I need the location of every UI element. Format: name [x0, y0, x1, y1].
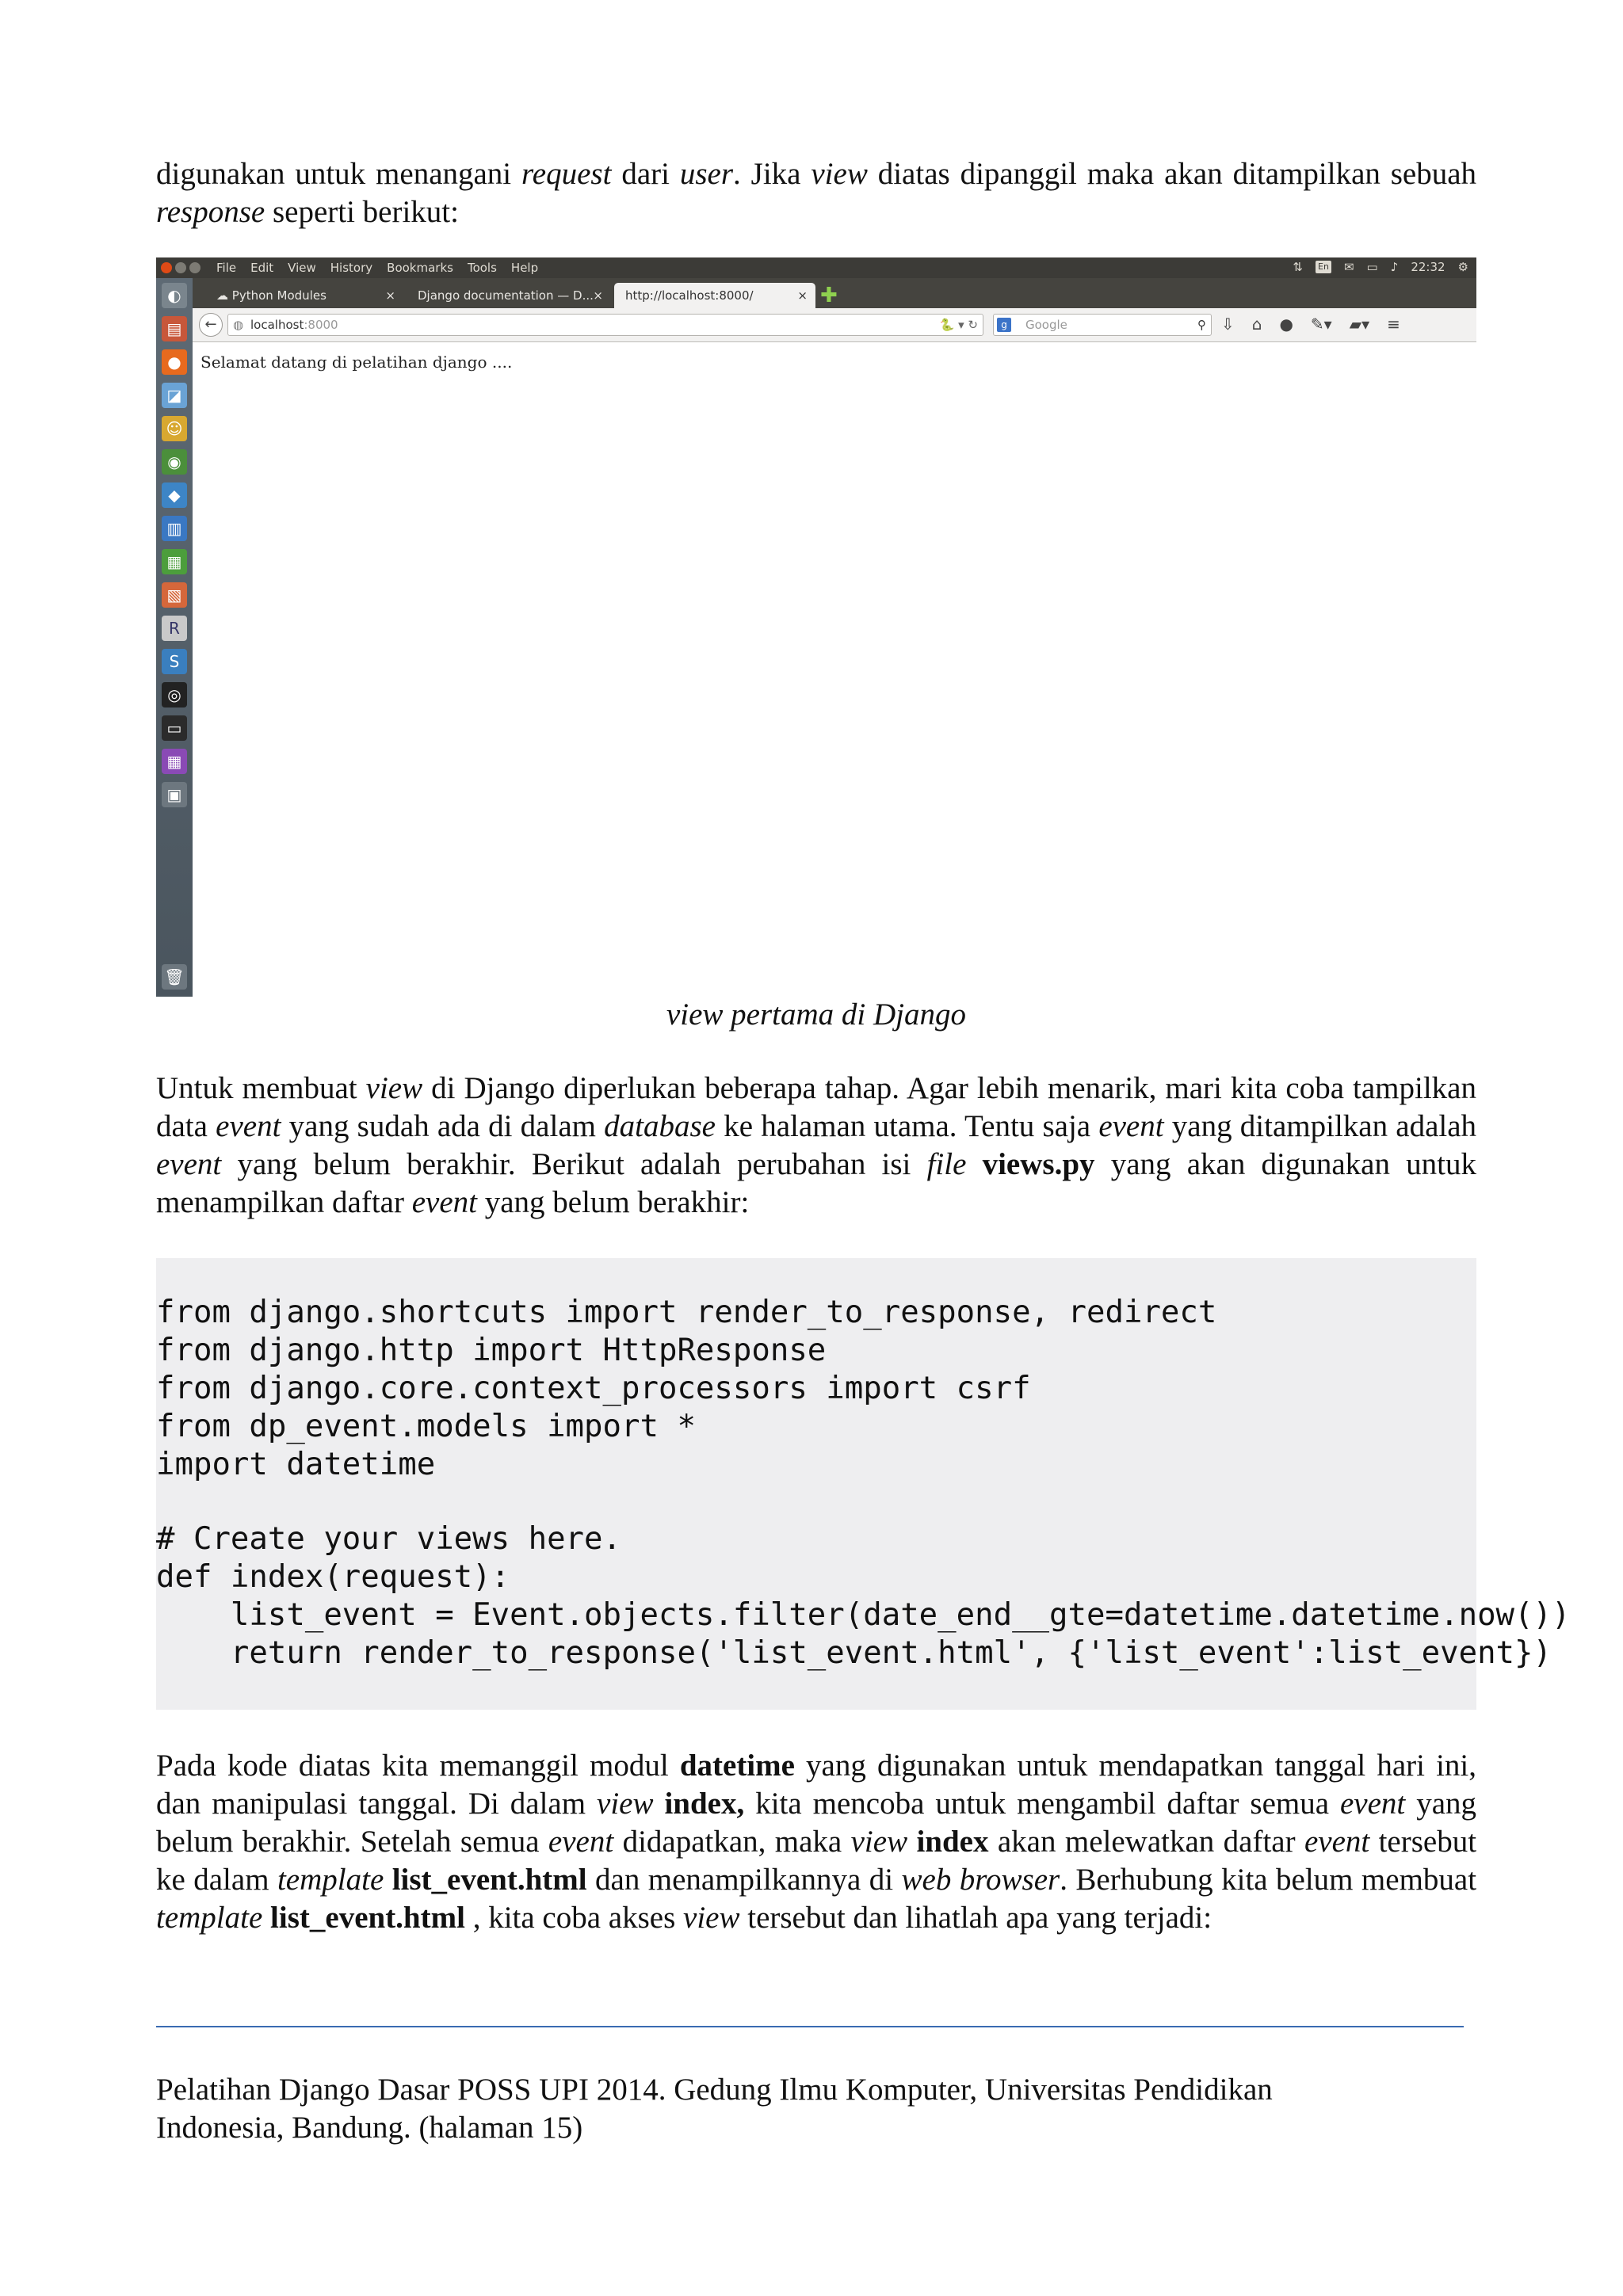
tab-label: http://localhost:8000/ — [625, 288, 754, 303]
close-tab-icon[interactable]: × — [385, 288, 395, 303]
italic-text: event — [156, 1147, 222, 1181]
text: tersebut dan lihatlah apa yang terjadi: — [747, 1901, 1212, 1935]
text: dan menampilkannya di — [595, 1863, 894, 1897]
text: ke halaman utama. Tentu saja — [724, 1109, 1091, 1143]
window-minimize-icon[interactable] — [175, 262, 186, 273]
code-line: def index(request): — [156, 1559, 510, 1595]
intro-text: diatas dipanggil maka akan ditampilkan sebuah — [877, 157, 1477, 191]
ubuntu-top-panel — [156, 257, 1476, 278]
home-icon[interactable]: ⌂ — [1251, 315, 1262, 334]
bold-text: datetime — [679, 1749, 795, 1783]
menu-tools[interactable]: Tools — [467, 261, 497, 275]
bold-text: index, — [664, 1787, 745, 1821]
intro-italic-request: request — [521, 157, 612, 191]
paragraph-2 — [156, 1070, 1476, 1222]
text: yang sudah ada di dalam — [288, 1109, 596, 1143]
italic-text: database — [604, 1109, 716, 1143]
text: di Django diperlukan beberapa tahap. Agar lebih menarik, mari kita coba tampilkan data — [156, 1071, 1476, 1143]
italic-text: view — [683, 1901, 740, 1935]
figure-caption: view pertama di Django — [666, 997, 967, 1032]
italic-text: event — [411, 1185, 477, 1219]
folder-icon[interactable]: ▰▾ — [1349, 315, 1370, 334]
tab-python-modules[interactable] — [205, 283, 403, 308]
text: yang belum berakhir: — [484, 1185, 750, 1219]
app-icon[interactable]: ◆ — [162, 482, 187, 508]
pidgin-icon[interactable]: ☺ — [162, 416, 187, 441]
intro-text: digunakan untuk menangani — [156, 157, 512, 191]
text: Untuk membuat — [156, 1071, 357, 1105]
toolbar-icons — [1221, 315, 1400, 334]
code-line: return render_to_response('list_event.html', {'list_event':list_event}) — [156, 1635, 1552, 1671]
code-line: from dp_event.models import * — [156, 1409, 696, 1444]
impress-icon[interactable]: ▧ — [162, 582, 187, 608]
text: yang belum berakhir. Berikut adalah perubahan isi — [237, 1147, 911, 1181]
battery-icon[interactable]: ▭ — [1366, 260, 1378, 274]
italic-text: template — [277, 1863, 384, 1897]
app-icon[interactable]: ◪ — [162, 383, 187, 408]
italic-text: web browser — [901, 1863, 1060, 1897]
cloud-icon: ☁ — [216, 288, 228, 303]
navigation-toolbar — [193, 308, 1476, 342]
addon-icon[interactable]: ● — [1279, 315, 1293, 334]
terminal-icon[interactable]: ▭ — [162, 715, 187, 741]
system-tray — [1293, 260, 1468, 274]
chrome-icon[interactable]: ◉ — [162, 449, 187, 475]
keyboard-layout-indicator[interactable]: En — [1316, 261, 1331, 273]
italic-text: event — [216, 1109, 281, 1143]
code-line: # Create your views here. — [156, 1521, 621, 1557]
intro-text: dari — [621, 157, 670, 191]
intro-italic-user: user — [679, 157, 734, 191]
new-tab-plus-icon[interactable]: ✚ — [820, 284, 838, 307]
close-tab-icon[interactable]: × — [797, 288, 808, 303]
bold-filename: list_event.html — [270, 1901, 465, 1935]
italic-text: event — [1340, 1787, 1406, 1821]
menu-bar — [216, 261, 538, 275]
text: yang digunakan untuk mendapatkan tanggal hari ini, dan manipulasi tanggal. Di dalam — [156, 1749, 1477, 1821]
intro-text: . Jika — [733, 157, 801, 191]
search-icon[interactable]: ⚲ — [1197, 318, 1206, 332]
reload-icon[interactable]: 🐍 ▾ ↻ — [939, 318, 978, 332]
browser-screenshot — [156, 257, 1476, 997]
italic-text: view — [365, 1071, 423, 1105]
text: didapatkan, maka — [622, 1825, 842, 1859]
url-host: localhost — [250, 318, 304, 332]
unity-launcher — [156, 278, 193, 997]
app-icon[interactable]: ◎ — [162, 682, 187, 707]
intro-italic-view: view — [811, 157, 868, 191]
text: akan melewatkan daftar — [997, 1825, 1296, 1859]
text: tersebut ke dalam — [156, 1825, 1477, 1897]
text: yang belum berakhir. Setelah semua — [156, 1787, 1477, 1859]
italic-text: event — [548, 1825, 614, 1859]
menu-file[interactable]: File — [216, 261, 237, 275]
menu-view[interactable]: View — [288, 261, 316, 275]
intro-text: seperti berikut: — [272, 195, 459, 229]
italic-text: view — [597, 1787, 654, 1821]
code-block — [156, 1258, 1571, 1710]
code-line: import datetime — [156, 1447, 436, 1482]
extension-icon[interactable]: ✎▾ — [1310, 315, 1332, 334]
google-search-engine-icon[interactable]: g — [997, 318, 1011, 332]
volume-icon[interactable]: ♪ — [1390, 260, 1399, 274]
page-footer — [156, 2071, 1476, 2147]
network-icon[interactable]: ⇅ — [1293, 260, 1303, 274]
text: yang akan digunakan untuk menampilkan daftar — [156, 1147, 1476, 1219]
italic-text: template — [156, 1901, 263, 1935]
italic-text: file — [926, 1147, 967, 1181]
gear-icon[interactable]: ⚙ — [1457, 260, 1468, 274]
page-content-text: Selamat datang di pelatihan django .... — [200, 353, 513, 372]
italic-text: event — [1098, 1109, 1164, 1143]
close-tab-icon[interactable]: × — [593, 288, 603, 303]
trash-icon[interactable]: 🗑 — [162, 964, 187, 990]
menu-bookmarks[interactable]: Bookmarks — [387, 261, 453, 275]
italic-text: view — [850, 1825, 908, 1859]
code-line: from django.http import HttpResponse — [156, 1333, 827, 1368]
menu-help[interactable]: Help — [510, 261, 539, 275]
mail-icon[interactable]: ✉ — [1343, 260, 1354, 274]
window-maximize-icon[interactable] — [189, 262, 200, 273]
menu-history[interactable]: History — [330, 261, 373, 275]
intro-paragraph — [156, 155, 1476, 231]
workspaces-icon[interactable]: ▦ — [162, 749, 187, 774]
footer-divider — [156, 2026, 1464, 2027]
clock[interactable]: 22:32 — [1411, 260, 1445, 274]
tab-bar — [193, 278, 1476, 308]
code-line: from django.core.context_processors import csrf — [156, 1371, 1031, 1406]
tab-label: Django documentation — D... — [418, 288, 594, 303]
footer-line: Indonesia, Bandung. (halaman 15) — [156, 2111, 583, 2145]
paragraph-3 — [156, 1747, 1476, 1937]
r-icon[interactable]: R — [162, 616, 187, 641]
calc-icon[interactable]: ▦ — [162, 549, 187, 574]
bold-filename: views.py — [982, 1147, 1095, 1181]
text: Pada kode diatas kita memanggil modul — [156, 1749, 669, 1783]
files-icon[interactable]: ▤ — [162, 316, 187, 341]
code-line: list_event = Event.objects.filter(date_end__gte=datetime.datetime.now()) — [156, 1597, 1571, 1633]
back-arrow-icon[interactable]: ← — [199, 313, 223, 337]
text: , kita coba akses — [472, 1901, 676, 1935]
app-icon[interactable]: ▣ — [162, 782, 187, 807]
text: . Berhubung kita belum membuat — [1060, 1863, 1477, 1897]
app-icon[interactable]: S — [162, 649, 187, 674]
firefox-icon[interactable]: ● — [162, 349, 187, 375]
menu-hamburger-icon[interactable]: ≡ — [1387, 315, 1400, 334]
italic-text: event — [1304, 1825, 1370, 1859]
code-line: from django.shortcuts import render_to_response, redirect — [156, 1295, 1217, 1330]
footer-line: Pelatihan Django Dasar POSS UPI 2014. Gedung Ilmu Komputer, Universitas Pendidikan — [156, 2073, 1273, 2107]
bold-text: index — [916, 1825, 989, 1859]
writer-icon[interactable]: ▥ — [162, 516, 187, 541]
tab-label: Python Modules — [231, 288, 327, 303]
intro-italic-response: response — [156, 195, 265, 229]
search-placeholder: Google — [1025, 318, 1067, 332]
url-port: :8000 — [304, 318, 338, 332]
text: yang ditampilkan adalah — [1171, 1109, 1477, 1143]
globe-icon: ◍ — [233, 318, 244, 332]
download-icon[interactable]: ⇩ — [1221, 315, 1235, 334]
menu-edit[interactable]: Edit — [250, 261, 274, 275]
window-close-icon[interactable] — [161, 262, 172, 273]
bold-filename: list_event.html — [391, 1863, 587, 1897]
tab-localhost[interactable] — [614, 283, 815, 308]
url-input[interactable] — [227, 314, 983, 336]
dash-home-icon[interactable]: ◐ — [162, 283, 187, 308]
search-input[interactable] — [993, 314, 1212, 336]
tab-django-documentation[interactable] — [407, 283, 611, 308]
text: kita mencoba untuk mengambil daftar semua — [755, 1787, 1330, 1821]
